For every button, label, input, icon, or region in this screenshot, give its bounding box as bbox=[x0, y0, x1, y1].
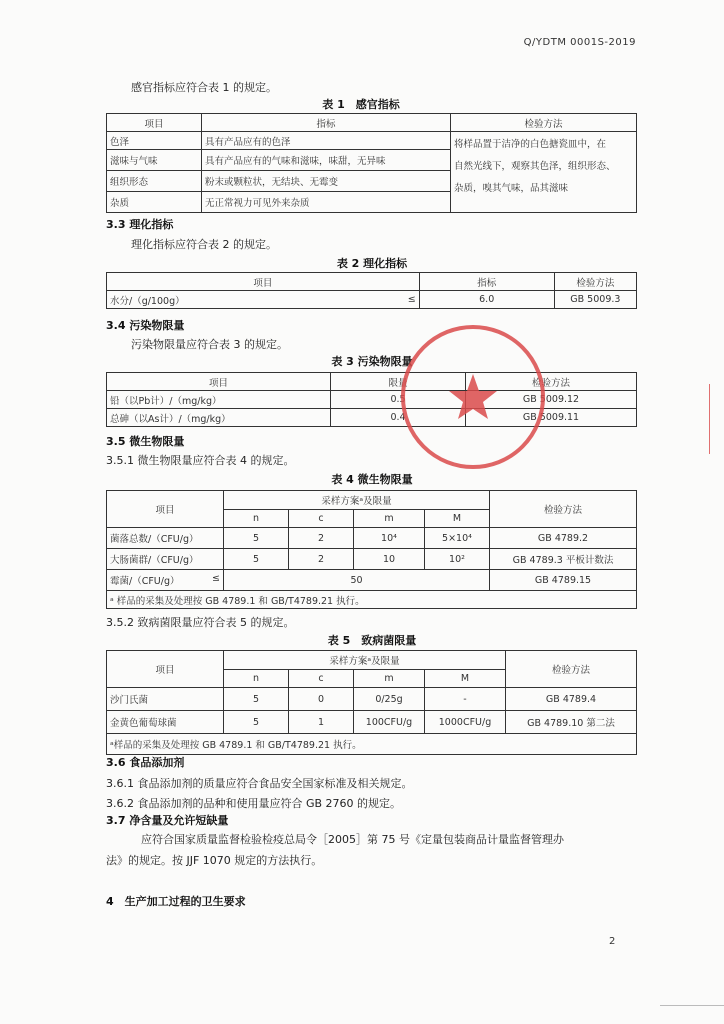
table-row bbox=[107, 528, 637, 549]
table5-sub-m: m bbox=[354, 669, 425, 688]
table1-row4-indicator: 无正常视力可见外来杂质 bbox=[202, 192, 451, 213]
table-row bbox=[107, 391, 637, 409]
table-row bbox=[107, 132, 637, 150]
table5-footnote: ᵃ样品的采集及处理按 GB 4789.1 和 GB/T4789.21 执行。 bbox=[107, 734, 637, 755]
table4-sub-c: c bbox=[289, 509, 354, 528]
table5-caption: 表 5 致病菌限量 bbox=[327, 634, 417, 647]
table5-row1-c: 0 bbox=[289, 688, 354, 711]
table2-header-method: 检验方法 bbox=[554, 273, 636, 291]
table-row bbox=[107, 549, 637, 570]
table1-header-indicator: 指标 bbox=[202, 114, 451, 132]
table-row bbox=[107, 570, 637, 591]
table3-arsenic-limit: 0.4 bbox=[331, 409, 466, 427]
table5-sub-n: n bbox=[224, 669, 289, 688]
table4-header-sampling: 采样方案ᵃ及限量 bbox=[224, 491, 490, 510]
table4-mold-value: 50 bbox=[224, 570, 490, 591]
table3-header-limit: 限量 bbox=[331, 373, 466, 391]
table4-mold-method: GB 4789.15 bbox=[490, 570, 637, 591]
table4-row1-c: 2 bbox=[289, 528, 354, 549]
section-3-4-text: 污染物限量应符合表 3 的规定。 bbox=[131, 338, 288, 351]
table-row bbox=[107, 409, 637, 427]
table5-row2-item: 金黄色葡萄球菌 bbox=[107, 711, 224, 734]
contaminant-table bbox=[106, 372, 637, 427]
table4-mold-symbol: ≤ bbox=[212, 573, 220, 584]
document-code: Q/YDTM 0001S-2019 bbox=[523, 37, 636, 48]
table1-row1-item: 色泽 bbox=[107, 132, 202, 150]
physicochemical-table bbox=[106, 272, 637, 309]
table4-sub-m: m bbox=[354, 509, 425, 528]
table4-row1-n: 5 bbox=[224, 528, 289, 549]
table-row bbox=[107, 291, 637, 309]
table1-row2-item: 滋味与气味 bbox=[107, 150, 202, 171]
table4-row2-c: 2 bbox=[289, 549, 354, 570]
section-3-7-text-line1: 应符合国家质量监督检验检疫总局令［2005］第 75 号《定量包装商品计量监督管理办 bbox=[141, 833, 564, 846]
table5-row2-M: 1000CFU/g bbox=[425, 711, 506, 734]
section-3-3-text: 理化指标应符合表 2 的规定。 bbox=[131, 238, 277, 251]
section-3-7-heading: 3.7 净含量及允许短缺量 bbox=[106, 814, 229, 827]
table1-caption: 表 1 感官指标 bbox=[322, 98, 400, 111]
table4-sub-M: M bbox=[425, 509, 490, 528]
table3-header-item: 项目 bbox=[107, 373, 331, 391]
company-seal-stamp bbox=[398, 322, 548, 472]
table1-method-line1: 将样品置于洁净的白色搪瓷皿中，在 bbox=[454, 139, 607, 150]
table4-row2-n: 5 bbox=[224, 549, 289, 570]
section-3-5-1-text: 3.5.1 微生物限量应符合表 4 的规定。 bbox=[106, 454, 295, 467]
table5-header-sampling: 采样方案ᵃ及限量 bbox=[224, 651, 506, 670]
table3-arsenic-item: 总砷（以As计）/（mg/kg） bbox=[107, 409, 331, 427]
table4-row1-M: 5×10⁴ bbox=[425, 528, 490, 549]
bottom-edge-rule bbox=[660, 1005, 724, 1006]
side-margin-mark bbox=[709, 384, 724, 454]
table5-row1-m: 0/25g bbox=[354, 688, 425, 711]
table5-row2-method: GB 4789.10 第二法 bbox=[506, 711, 637, 734]
table4-caption: 表 4 微生物限量 bbox=[331, 473, 413, 486]
table1-row4-item: 杂质 bbox=[107, 192, 202, 213]
table3-arsenic-method: GB 5009.11 bbox=[466, 409, 637, 427]
table5-header-item: 项目 bbox=[107, 651, 224, 688]
table4-row2-M: 10² bbox=[425, 549, 490, 570]
table4-row1-m: 10⁴ bbox=[354, 528, 425, 549]
table5-row1-M: - bbox=[425, 688, 506, 711]
table4-row1-method: GB 4789.2 bbox=[490, 528, 637, 549]
section-3-5-2-text: 3.5.2 致病菌限量应符合表 5 的规定。 bbox=[106, 616, 295, 629]
seal-star bbox=[449, 374, 497, 419]
section-3-3-heading: 3.3 理化指标 bbox=[106, 218, 174, 231]
table5-sub-c: c bbox=[289, 669, 354, 688]
table2-caption: 表 2 理化指标 bbox=[336, 257, 408, 270]
table1-method-line3: 杂质，嗅其气味，品其滋味 bbox=[454, 183, 569, 194]
table2-header-item: 项目 bbox=[107, 273, 420, 291]
sensory-table bbox=[106, 113, 637, 213]
table1-header-method: 检验方法 bbox=[451, 114, 637, 132]
table5-header-method: 检验方法 bbox=[506, 651, 637, 688]
table1-row2-indicator: 具有产品应有的气味和滋味，味甜，无异味 bbox=[202, 150, 451, 171]
table4-sub-n: n bbox=[224, 509, 289, 528]
table5-row1-item: 沙门氏菌 bbox=[107, 688, 224, 711]
table1-method bbox=[451, 132, 637, 213]
table4-row1-item: 菌落总数/（CFU/g） bbox=[107, 528, 224, 549]
table3-caption: 表 3 污染物限量 bbox=[331, 355, 413, 368]
table4-row2-method: GB 4789.3 平板计数法 bbox=[490, 549, 637, 570]
section-4-heading: 4 生产加工过程的卫生要求 bbox=[106, 895, 246, 908]
section-3-5-heading: 3.5 微生物限量 bbox=[106, 435, 185, 448]
table5-row2-m: 100CFU/g bbox=[354, 711, 425, 734]
table5-row1-method: GB 4789.4 bbox=[506, 688, 637, 711]
table4-header-method: 检验方法 bbox=[490, 491, 637, 528]
table4-row2-m: 10 bbox=[354, 549, 425, 570]
table5-row2-c: 1 bbox=[289, 711, 354, 734]
table4-mold-item bbox=[107, 570, 224, 591]
table3-header-method: 检验方法 bbox=[466, 373, 637, 391]
table4-mold-label: 霉菌/（CFU/g） bbox=[110, 576, 180, 587]
table2-moisture-value: 6.0 bbox=[419, 291, 554, 309]
table-row bbox=[107, 688, 637, 711]
table1-row1-indicator: 具有产品应有的色泽 bbox=[202, 132, 451, 150]
table4-row2-item: 大肠菌群/（CFU/g） bbox=[107, 549, 224, 570]
intro-text: 感官指标应符合表 1 的规定。 bbox=[131, 81, 277, 94]
table-row bbox=[107, 711, 637, 734]
table5-sub-M: M bbox=[425, 669, 506, 688]
table2-moisture-symbol: ≤ bbox=[397, 291, 420, 309]
section-3-6-1-text: 3.6.1 食品添加剂的质量应符合食品安全国家标准及相关规定。 bbox=[106, 777, 413, 790]
section-3-4-heading: 3.4 污染物限量 bbox=[106, 319, 185, 332]
table5-row1-n: 5 bbox=[224, 688, 289, 711]
table3-lead-method: GB 5009.12 bbox=[466, 391, 637, 409]
microbial-table bbox=[106, 490, 637, 609]
table4-header-item: 项目 bbox=[107, 491, 224, 528]
table2-moisture-method: GB 5009.3 bbox=[554, 291, 636, 309]
section-3-6-heading: 3.6 食品添加剂 bbox=[106, 756, 185, 769]
table1-row3-item: 组织形态 bbox=[107, 171, 202, 192]
table1-row3-indicator: 粉末或颗粒状，无结块、无霉变 bbox=[202, 171, 451, 192]
page-number: 2 bbox=[609, 936, 616, 947]
pathogen-table bbox=[106, 650, 637, 755]
table5-row2-n: 5 bbox=[224, 711, 289, 734]
table3-lead-limit: 0.5 bbox=[331, 391, 466, 409]
table4-footnote: ᵃ 样品的采集及处理按 GB 4789.1 和 GB/T4789.21 执行。 bbox=[107, 591, 637, 609]
table2-header-indicator: 指标 bbox=[419, 273, 554, 291]
section-3-7-text-line2: 法》的规定。按 JJF 1070 规定的方法执行。 bbox=[106, 854, 323, 867]
table2-moisture-item: 水分/（g/100g） bbox=[107, 291, 397, 309]
table1-header-item: 项目 bbox=[107, 114, 202, 132]
section-3-6-2-text: 3.6.2 食品添加剂的品种和使用量应符合 GB 2760 的规定。 bbox=[106, 797, 402, 810]
table1-method-line2: 自然光线下，观察其色泽，组织形态、 bbox=[454, 161, 616, 172]
table3-lead-item: 铅（以Pb计）/（mg/kg） bbox=[107, 391, 331, 409]
